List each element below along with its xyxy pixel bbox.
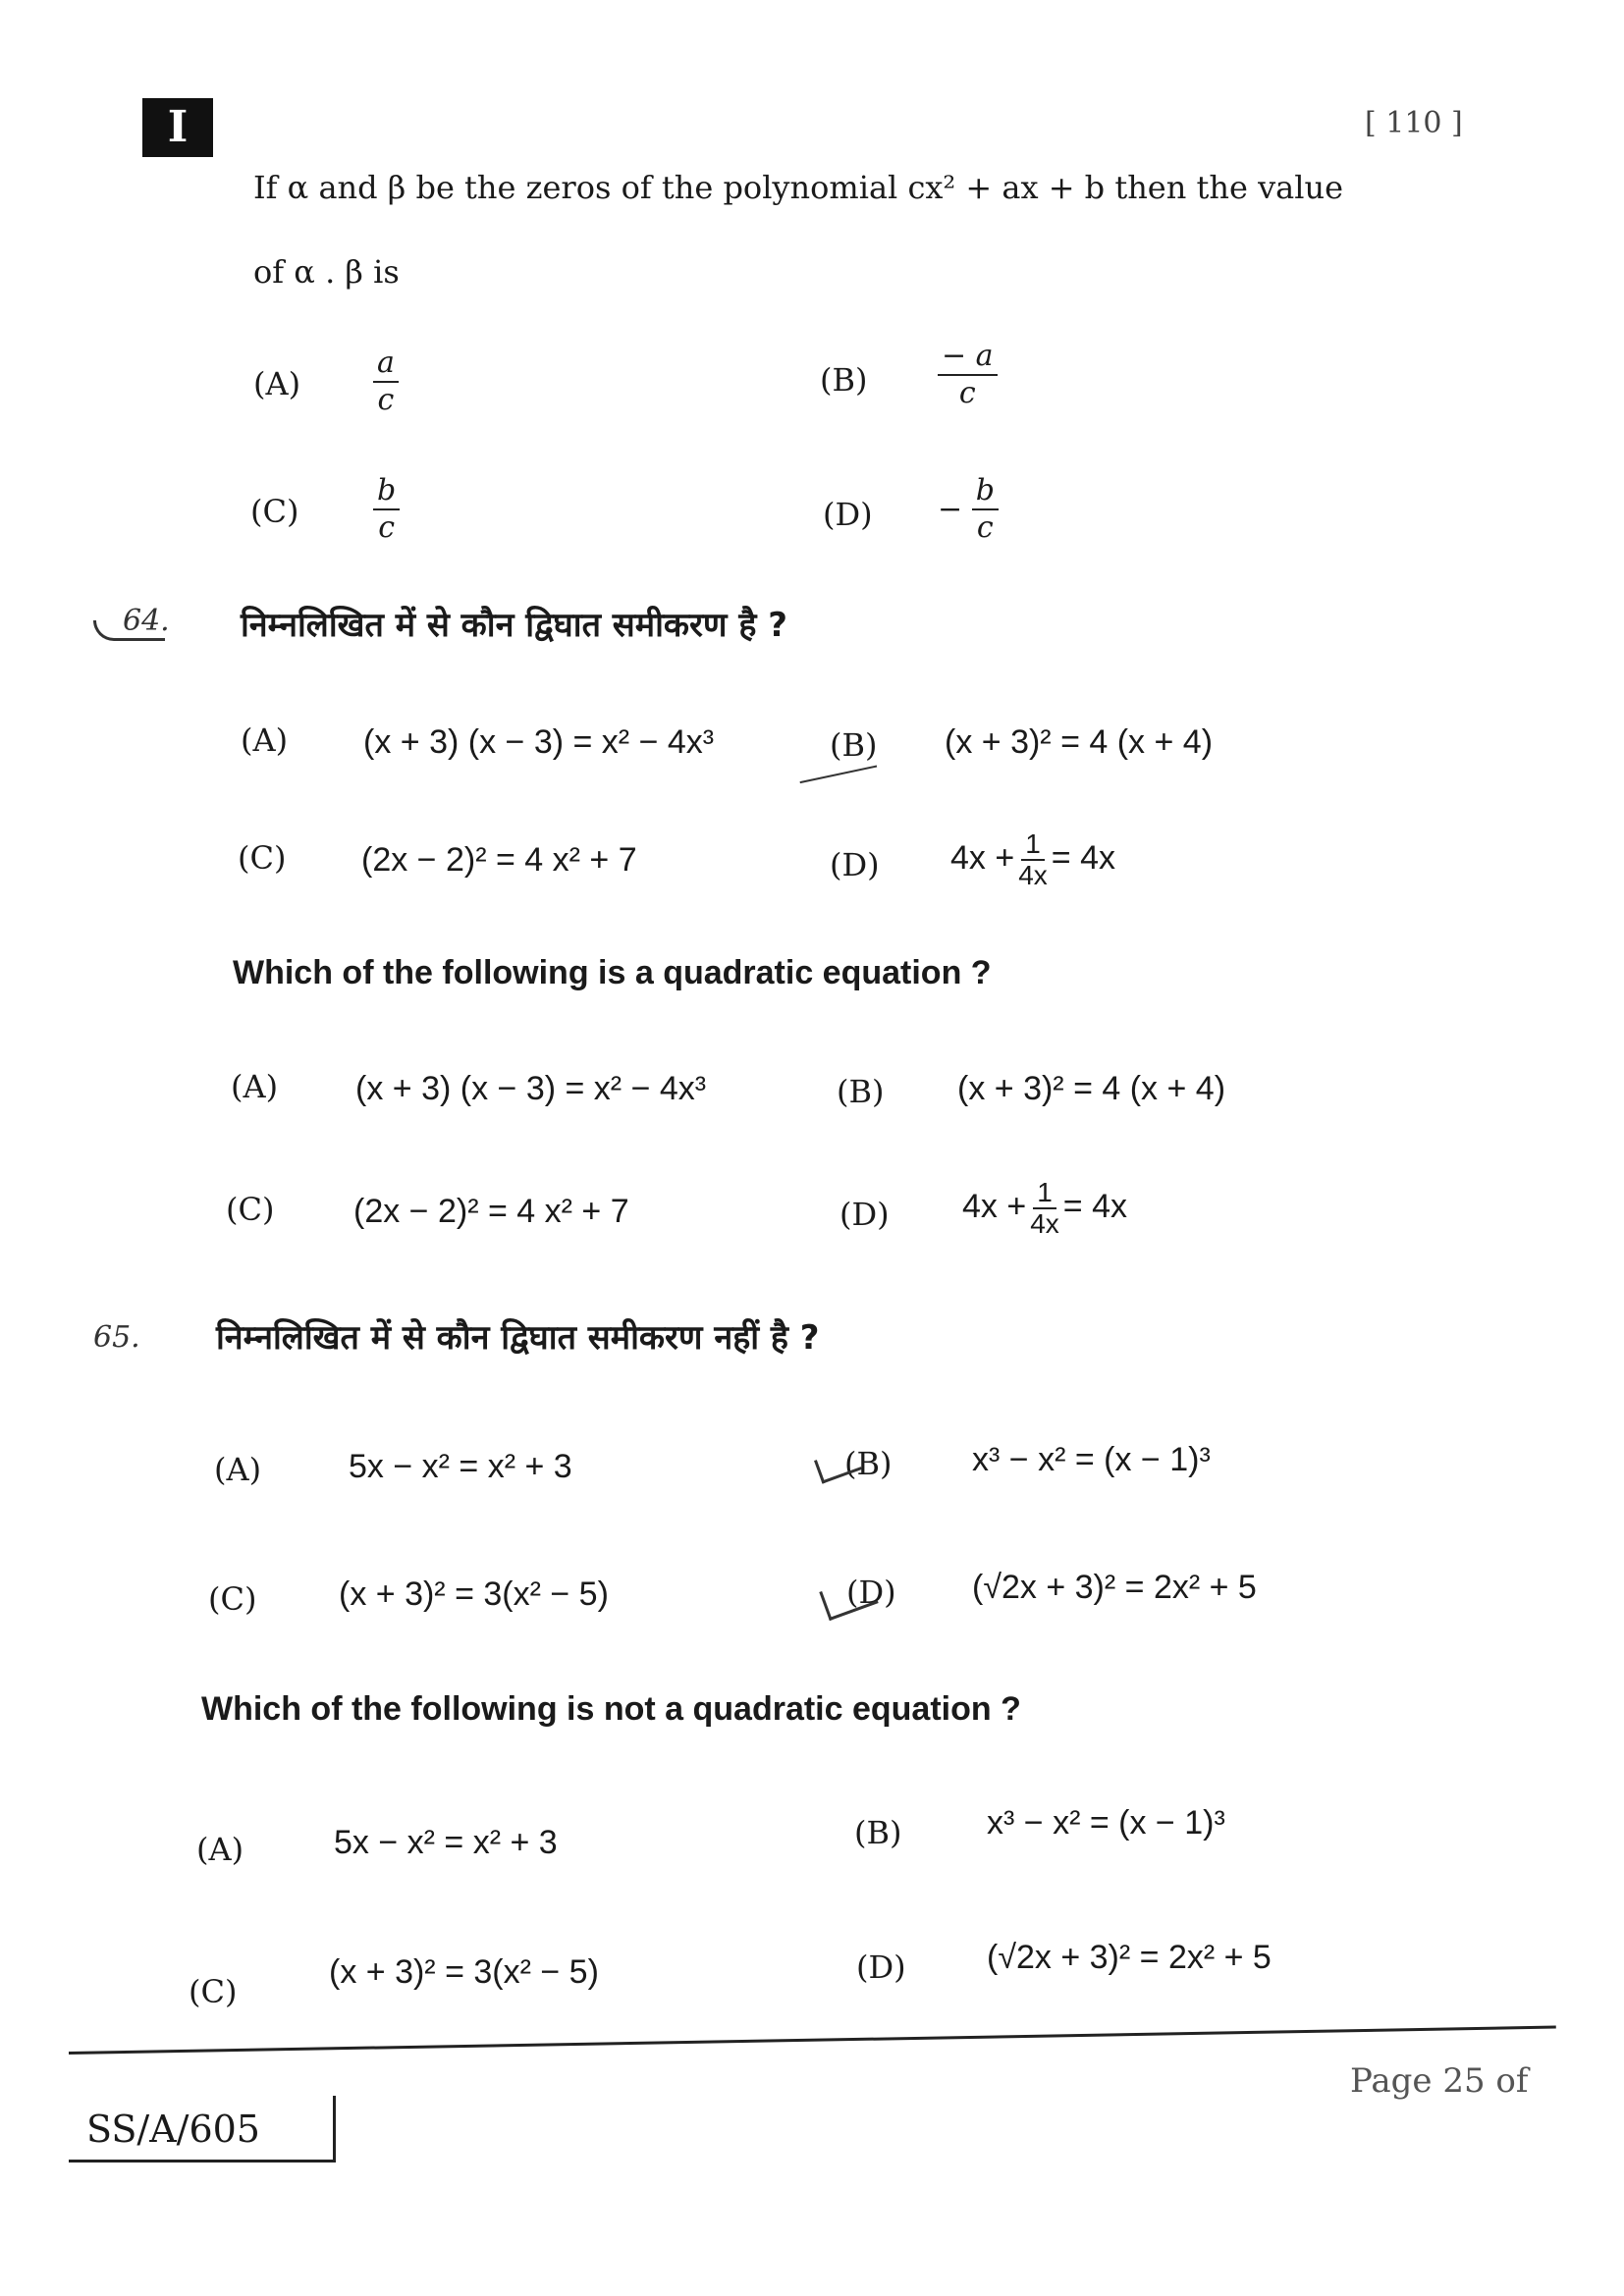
lhs: 4x + — [962, 1187, 1027, 1225]
q65-en-option-b: x³ − x² = (x − 1)³ — [987, 1804, 1225, 1842]
q64-hi-option-a: (x + 3) (x − 3) = x² − 4x³ — [363, 723, 715, 761]
q63-option-d — [938, 473, 999, 546]
numerator: b — [373, 473, 400, 510]
q64-hi-option-d — [950, 829, 1115, 890]
numerator: b — [972, 473, 999, 510]
q64-hi-option-c: (2x − 2)² = 4 x² + 7 — [361, 841, 637, 879]
q64-hi-option-d-label: (D) — [830, 846, 880, 883]
q63-option-b-label: (B) — [820, 361, 868, 399]
q64-hi-option-a-label: (A) — [241, 721, 289, 759]
q64-hi-option-b-label: (B) — [830, 726, 878, 764]
question-64-hindi: निम्नलिखित में से कौन द्विघात समीकरण है ? — [241, 606, 787, 645]
minus-sign: − — [938, 492, 963, 527]
q65-en-option-a: 5x − x² = x² + 3 — [334, 1824, 558, 1861]
denominator: 4x — [1030, 1208, 1059, 1239]
q64-en-option-c-label: (C) — [226, 1191, 275, 1228]
q64-hi-option-b: (x + 3)² = 4 (x + 4) — [945, 723, 1214, 761]
q65-hi-option-d: (√2x + 3)² = 2x² + 5 — [972, 1569, 1257, 1606]
q65-hi-option-c-label: (C) — [208, 1580, 257, 1618]
q64-hi-option-c-label: (C) — [238, 839, 287, 877]
q65-hi-option-b-label: (B) — [844, 1445, 893, 1482]
denominator: c — [378, 510, 396, 545]
q65-en-option-d: (√2x + 3)² = 2x² + 5 — [987, 1939, 1272, 1976]
denominator: c — [976, 510, 994, 545]
q64-en-option-b: (x + 3)² = 4 (x + 4) — [957, 1070, 1226, 1107]
q65-hi-option-a-label: (A) — [214, 1451, 262, 1488]
numerator: 1 — [1021, 829, 1045, 861]
q65-en-option-d-label: (D) — [856, 1949, 906, 1986]
question-64-number: 64. — [123, 604, 170, 638]
question-65-english: Which of the following is not a quadratic equation ? — [201, 1690, 1021, 1728]
q64-en-option-c: (2x − 2)² = 4 x² + 7 — [353, 1193, 629, 1230]
q64-en-option-b-label: (B) — [837, 1073, 885, 1110]
q65-en-option-b-label: (B) — [854, 1814, 902, 1851]
section-marker: I — [142, 98, 213, 157]
q64-en-option-d-label: (D) — [839, 1196, 890, 1233]
q63-option-a-label: (A) — [253, 365, 301, 402]
denominator: c — [377, 383, 395, 417]
q65-hi-option-b: x³ − x² = (x − 1)³ — [972, 1441, 1211, 1478]
numerator: − a — [938, 339, 998, 376]
q63-option-b — [938, 339, 998, 411]
question-63-text-line1: If α and β be the zeros of the polynomial cx² + ax + b then the value — [253, 169, 1344, 206]
q63-option-c-label: (C) — [250, 493, 299, 530]
question-65-hindi: निम्नलिखित में से कौन द्विघात समीकरण नहीं है ? — [216, 1318, 820, 1358]
denominator: c — [958, 376, 976, 410]
numerator: 1 — [1033, 1178, 1056, 1209]
q63-option-a — [373, 346, 399, 418]
q64-en-option-d — [962, 1178, 1127, 1239]
page-number: Page 25 of — [1350, 2061, 1529, 2101]
rhs: = 4x — [1051, 838, 1116, 877]
q63-option-d-label: (D) — [823, 496, 873, 533]
q65-hi-option-a: 5x − x² = x² + 3 — [349, 1448, 572, 1485]
q65-en-option-c-label: (C) — [189, 1973, 238, 2010]
denominator: 4x — [1018, 860, 1048, 890]
page-code: [ 110 ] — [1365, 106, 1463, 140]
q65-en-option-c: (x + 3)² = 3(x² − 5) — [329, 1953, 599, 1991]
q63-option-c — [373, 473, 400, 546]
q65-hi-option-d-label: (D) — [846, 1574, 896, 1611]
lhs: 4x + — [950, 838, 1015, 877]
numerator: a — [373, 346, 399, 383]
rhs: = 4x — [1062, 1187, 1128, 1225]
footer-divider — [69, 2026, 1556, 2055]
question-65-number: 65. — [93, 1320, 140, 1355]
q64-en-option-a-label: (A) — [231, 1068, 279, 1105]
q65-hi-option-c: (x + 3)² = 3(x² − 5) — [339, 1575, 609, 1613]
question-64-english: Which of the following is a quadratic equation ? — [233, 954, 992, 991]
q65-en-option-a-label: (A) — [196, 1831, 244, 1868]
paper-code: SS/A/605 — [69, 2096, 336, 2163]
handwritten-check-icon — [819, 1575, 878, 1621]
q64-en-option-a: (x + 3) (x − 3) = x² − 4x³ — [355, 1070, 707, 1107]
question-63-text-line2: of α . β is — [253, 253, 400, 291]
